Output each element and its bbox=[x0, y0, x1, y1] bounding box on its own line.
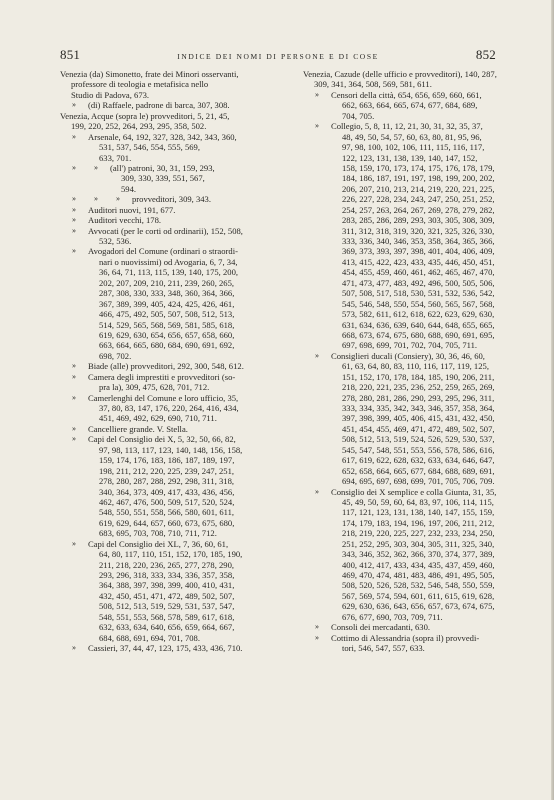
index-line: Venezia (da) Simonetto, frate dei Minori osservanti, bbox=[60, 69, 239, 79]
index-line: 226, 227, 228, 234, 243, 247, 250, 251, 252, bbox=[342, 194, 495, 205]
index-line: Consiglieri ducali (Consiery), 30, 36, 46, 60, bbox=[331, 350, 485, 361]
index-line: 211, 218, 220, 236, 265, 277, 278, 290, bbox=[99, 559, 235, 570]
index-line: 158, 159, 170, 173, 174, 175, 176, 178, 179, bbox=[342, 162, 495, 173]
index-line: pra la), 309, 475, 628, 701, 712. bbox=[99, 382, 210, 393]
index-line: 61, 63, 64, 80, 83, 110, 116, 117, 119, 125, bbox=[342, 361, 489, 372]
index-line: Venezia, Cazude (delle ufficio e provveditori), 140, 287, bbox=[303, 69, 497, 79]
index-line: 451, 469, 492, 629, 690, 710, 711. bbox=[99, 413, 217, 424]
index-line: 97, 98, 113, 117, 123, 140, 148, 156, 158, bbox=[99, 444, 243, 455]
ditto-mark: » bbox=[72, 131, 76, 141]
index-line: 397, 398, 399, 405, 406, 415, 431, 432, 450, bbox=[342, 413, 495, 424]
index-line: 311, 312, 318, 319, 320, 321, 325, 326, 330, bbox=[342, 225, 495, 236]
index-line: 652, 658, 664, 665, 677, 684, 688, 689, 691, bbox=[342, 465, 495, 476]
index-line: 432, 450, 451, 471, 472, 489, 502, 507, bbox=[99, 590, 235, 601]
index-line: 545, 546, 548, 550, 554, 560, 565, 567, 568, bbox=[342, 298, 495, 309]
ditto-mark: » bbox=[72, 538, 76, 548]
index-entry bbox=[303, 90, 525, 121]
index-line: 619, 629, 630, 654, 656, 657, 658, 660, bbox=[99, 329, 235, 340]
index-line: tori, 546, 547, 557, 633. bbox=[342, 643, 425, 654]
index-line: 343, 346, 352, 362, 366, 370, 374, 377, 389, bbox=[342, 549, 495, 560]
ditto-mark: » bbox=[315, 89, 319, 99]
index-line: 369, 373, 393, 397, 398, 401, 404, 406, 409, bbox=[342, 246, 495, 257]
index-line: 251, 252, 295, 303, 304, 305, 311, 325, 340, bbox=[342, 538, 495, 549]
index-line: 548, 551, 553, 568, 578, 589, 617, 618, bbox=[99, 611, 235, 622]
index-entry bbox=[303, 487, 525, 623]
index-line: 413, 415, 422, 423, 433, 435, 446, 450, 451, bbox=[342, 256, 495, 267]
index-line: Avvocati (per le corti od ordinarii), 152, 508, bbox=[88, 225, 243, 236]
ditto-mark: » bbox=[315, 121, 319, 131]
index-line: 514, 529, 565, 568, 569, 581, 585, 618, bbox=[99, 319, 235, 330]
ditto-mark: » bbox=[72, 392, 76, 402]
index-line: 663, 664, 665, 680, 684, 690, 691, 692, bbox=[99, 340, 235, 351]
index-line: Camera degli imprestiti e provveditori (so- bbox=[88, 371, 236, 382]
right-page-number: 852 bbox=[475, 47, 496, 62]
index-line: professore di teologia e metafisica nello bbox=[71, 79, 209, 90]
index-line: 278, 280, 281, 286, 290, 293, 295, 296, 311, bbox=[342, 392, 495, 403]
ditto-mark: » bbox=[72, 215, 76, 225]
index-entry bbox=[60, 163, 282, 194]
index-line: 37, 80, 83, 147, 176, 220, 264, 416, 434, bbox=[99, 403, 239, 413]
index-line: 662, 663, 664, 665, 674, 677, 684, 689, bbox=[342, 100, 478, 111]
index-line: Censori della città, 654, 656, 659, 660, 661, bbox=[331, 89, 482, 100]
index-line: 174, 179, 183, 194, 196, 197, 206, 211, 212, bbox=[342, 517, 495, 528]
index-line: 668, 673, 674, 675, 680, 688, 690, 691, 695, bbox=[342, 329, 495, 340]
index-line: 283, 285, 286, 289, 293, 303, 305, 308, 309, bbox=[342, 215, 495, 226]
ditto-mark: » bbox=[72, 225, 76, 235]
index-line: 466, 475, 492, 505, 507, 508, 512, 513, bbox=[99, 309, 235, 320]
index-entry bbox=[303, 633, 525, 654]
index-line: nari o nuovissimi) od Avogaria, 6, 7, 34, bbox=[99, 256, 238, 267]
index-entry bbox=[60, 69, 282, 100]
index-entry bbox=[60, 205, 282, 215]
index-line: 198, 211, 212, 220, 225, 239, 247, 251, bbox=[99, 465, 235, 476]
ditto-mark: » bbox=[315, 350, 319, 360]
index-line: 633, 701. bbox=[99, 152, 132, 163]
index-line: 683, 695, 703, 708, 710, 711, 712. bbox=[99, 528, 217, 539]
index-line: 471, 473, 477, 483, 492, 496, 500, 505, 506, bbox=[342, 277, 495, 288]
ditto-mark: » bbox=[94, 162, 98, 172]
index-line: Arsenale, 64, 192, 327, 328, 342, 343, 360, bbox=[88, 131, 237, 142]
left-page-number: 851 bbox=[60, 47, 81, 62]
index-line: Venezia, Acque (sopra le) provveditori, 5, 21, 45, bbox=[60, 110, 230, 121]
index-line: 629, 630, 636, 643, 656, 657, 673, 674, 675, bbox=[342, 601, 495, 612]
index-line: 97, 98, 100, 102, 106, 111, 115, 116, 117, bbox=[342, 142, 485, 153]
index-line: provveditori, 309, 343. bbox=[132, 194, 212, 205]
index-entry bbox=[60, 643, 282, 653]
ditto-mark: » bbox=[72, 246, 76, 256]
ditto-mark: » bbox=[72, 194, 76, 204]
index-line: 218, 220, 221, 235, 236, 252, 259, 265, 269, bbox=[342, 382, 495, 393]
index-line: 199, 220, 252, 264, 293, 295, 358, 502. bbox=[71, 121, 207, 132]
index-line: 573, 582, 611, 612, 618, 622, 623, 629, 630, bbox=[342, 309, 495, 320]
ditto-mark: » bbox=[72, 423, 76, 433]
index-line: 48, 49, 50, 54, 57, 60, 63, 80, 81, 95, 96, bbox=[342, 131, 482, 142]
index-line: 333, 334, 335, 342, 343, 346, 357, 358, 364, bbox=[342, 403, 495, 413]
index-line: 697, 698, 699, 701, 702, 704, 705, 711. bbox=[342, 340, 478, 351]
index-line: 451, 454, 455, 469, 471, 472, 489, 502, 507, bbox=[342, 423, 495, 434]
index-line: 309, 330, 339, 551, 567, bbox=[121, 173, 205, 184]
running-title: INDICE DEI NOMI DI PERSONE E DI COSE bbox=[177, 52, 379, 61]
index-line: Studio di Padova, 673. bbox=[71, 89, 150, 100]
index-line: 45, 49, 50, 59, 60, 64, 83, 97, 106, 114, 115, bbox=[342, 496, 494, 507]
ditto-mark: » bbox=[72, 371, 76, 381]
ditto-mark: » bbox=[72, 204, 76, 214]
index-entry bbox=[303, 351, 525, 487]
index-entry bbox=[60, 226, 282, 247]
index-line: Auditori nuovi, 191, 677. bbox=[88, 204, 176, 215]
index-line: 293, 296, 318, 333, 334, 336, 357, 358, bbox=[99, 570, 235, 580]
index-line: 532, 536. bbox=[99, 236, 132, 246]
index-entry bbox=[303, 121, 525, 351]
index-line: (di) Raffaele, padrone di barca, 307, 308. bbox=[88, 100, 230, 111]
index-line: 218, 219, 220, 225, 227, 232, 233, 234, 250, bbox=[342, 528, 495, 539]
index-line: 507, 508, 517, 518, 530, 531, 532, 536, 542, bbox=[342, 288, 495, 299]
index-entry bbox=[303, 69, 525, 90]
index-line: 159, 174, 176, 183, 186, 187, 189, 197, bbox=[99, 455, 235, 466]
index-line: Collegio, 5, 8, 11, 12, 21, 30, 31, 32, 35, 37, bbox=[331, 121, 483, 132]
ditto-mark: » bbox=[315, 632, 319, 642]
ditto-mark: » bbox=[72, 434, 76, 444]
index-line: Cancelliere grande. V. Stella. bbox=[88, 423, 188, 434]
ditto-mark: » bbox=[72, 100, 76, 110]
index-line: 469, 470, 474, 481, 483, 486, 491, 495, 505, bbox=[342, 570, 495, 580]
index-line: 364, 388, 397, 398, 399, 400, 410, 431, bbox=[99, 580, 235, 591]
index-line: 684, 688, 691, 694, 701, 708. bbox=[99, 632, 200, 643]
index-line: 400, 412, 417, 433, 434, 435, 437, 459, 460, bbox=[342, 559, 495, 570]
index-line: 698, 702. bbox=[99, 350, 132, 361]
index-line: 567, 569, 574, 594, 601, 611, 615, 619, 628, bbox=[342, 590, 495, 601]
index-line: 367, 389, 399, 405, 424, 425, 426, 461, bbox=[99, 298, 235, 309]
index-line: 454, 455, 459, 460, 461, 462, 465, 467, 470, bbox=[342, 267, 495, 278]
index-line: Consoli dei mercadanti, 630. bbox=[331, 622, 431, 633]
index-entry bbox=[60, 393, 282, 424]
index-column-right bbox=[303, 69, 525, 654]
index-line: 545, 547, 548, 551, 553, 556, 578, 586, 616, bbox=[342, 444, 495, 455]
index-line: 594. bbox=[121, 183, 137, 194]
index-line: Cassieri, 37, 44, 47, 123, 175, 433, 436, 710. bbox=[88, 643, 243, 654]
index-line: 508, 520, 526, 528, 532, 546, 548, 550, 559, bbox=[342, 580, 495, 591]
ditto-mark: » bbox=[116, 194, 120, 204]
index-line: 631, 634, 636, 639, 640, 644, 648, 655, 665, bbox=[342, 319, 495, 330]
index-line: 36, 64, 71, 113, 115, 139, 140, 175, 200, bbox=[99, 267, 239, 278]
index-entry bbox=[60, 246, 282, 361]
index-line: Cottimo di Alessandria (sopra il) provvedi- bbox=[331, 632, 480, 643]
index-column-left bbox=[60, 69, 282, 654]
index-line: (all') patroni, 30, 31, 159, 293, bbox=[110, 162, 215, 173]
index-line: Capi del Consiglio dei X, 5, 32, 50, 66, 82, bbox=[88, 434, 236, 445]
ditto-mark: » bbox=[315, 622, 319, 632]
index-line: 531, 537, 546, 554, 555, 569, bbox=[99, 142, 200, 153]
index-entry bbox=[60, 111, 282, 132]
index-line: 206, 207, 210, 213, 214, 219, 220, 221, 225, bbox=[342, 183, 495, 194]
page-header bbox=[60, 47, 496, 61]
index-line: Camerlenghi del Comune e loro ufficio, 35, bbox=[88, 392, 239, 403]
index-line: 122, 123, 131, 138, 139, 140, 147, 152, bbox=[342, 152, 478, 163]
index-line: Auditori vecchi, 178. bbox=[88, 215, 162, 226]
index-line: 617, 619, 622, 628, 632, 633, 634, 646, 647, bbox=[342, 455, 495, 466]
index-entry bbox=[303, 622, 525, 632]
index-line: 548, 550, 551, 558, 566, 580, 601, 611, bbox=[99, 507, 235, 518]
index-entry bbox=[60, 194, 282, 204]
index-line: Avogadori del Comune (ordinari o straordi- bbox=[88, 246, 238, 257]
index-line: 619, 629, 644, 657, 660, 673, 675, 680, bbox=[99, 517, 235, 528]
ditto-mark: » bbox=[72, 643, 76, 653]
index-line: 184, 186, 187, 191, 197, 198, 199, 200, 202, bbox=[342, 173, 495, 184]
index-entry bbox=[60, 215, 282, 225]
index-entry bbox=[60, 424, 282, 434]
index-entry bbox=[60, 100, 282, 110]
index-line: 64, 80, 117, 110, 151, 152, 170, 185, 190, bbox=[99, 549, 243, 560]
index-line: 508, 512, 513, 519, 524, 526, 529, 530, 537, bbox=[342, 434, 495, 445]
index-entry bbox=[60, 372, 282, 393]
index-line: 287, 308, 330, 333, 348, 360, 364, 366, bbox=[99, 288, 235, 299]
index-line: 462, 467, 476, 500, 509, 517, 520, 524, bbox=[99, 496, 235, 507]
index-line: Biade (alle) provveditori, 292, 300, 548, 612. bbox=[88, 361, 244, 372]
index-line: 202, 207, 209, 210, 211, 239, 260, 265, bbox=[99, 277, 235, 288]
index-entry bbox=[60, 132, 282, 163]
ditto-mark: » bbox=[94, 194, 98, 204]
ditto-mark: » bbox=[315, 486, 319, 496]
index-line: 117, 121, 123, 131, 138, 140, 147, 155, 159, bbox=[342, 507, 495, 518]
index-line: 340, 364, 373, 409, 417, 433, 436, 456, bbox=[99, 486, 235, 497]
index-entry bbox=[60, 361, 282, 371]
index-line: 676, 677, 690, 703, 709, 711. bbox=[342, 611, 443, 622]
index-line: 508, 512, 513, 519, 529, 531, 537, 547, bbox=[99, 601, 235, 612]
index-entry bbox=[60, 539, 282, 643]
index-line: 254, 257, 263, 264, 267, 269, 278, 279, 282, bbox=[342, 204, 495, 215]
index-line: Consiglio dei X semplice e colla Giunta, 31, 35, bbox=[331, 486, 497, 497]
index-line: 151, 152, 170, 178, 184, 185, 190, 206, 211, bbox=[342, 371, 495, 382]
index-line: 694, 695, 697, 698, 699, 701, 705, 706, 709. bbox=[342, 476, 495, 487]
index-line: 309, 341, 364, 508, 569, 581, 611. bbox=[314, 79, 432, 90]
ditto-mark: » bbox=[72, 361, 76, 371]
index-line: Capi del Consiglio dei XL, 7, 36, 60, 61, bbox=[88, 538, 229, 549]
index-line: 704, 705. bbox=[342, 110, 375, 121]
ditto-mark: » bbox=[72, 162, 76, 172]
index-entry bbox=[60, 434, 282, 538]
index-line: 632, 633, 634, 640, 656, 659, 664, 667, bbox=[99, 622, 235, 633]
index-line: 278, 280, 287, 288, 292, 298, 311, 318, bbox=[99, 476, 235, 487]
index-line: 333, 336, 340, 346, 353, 358, 364, 365, 366, bbox=[342, 236, 495, 246]
